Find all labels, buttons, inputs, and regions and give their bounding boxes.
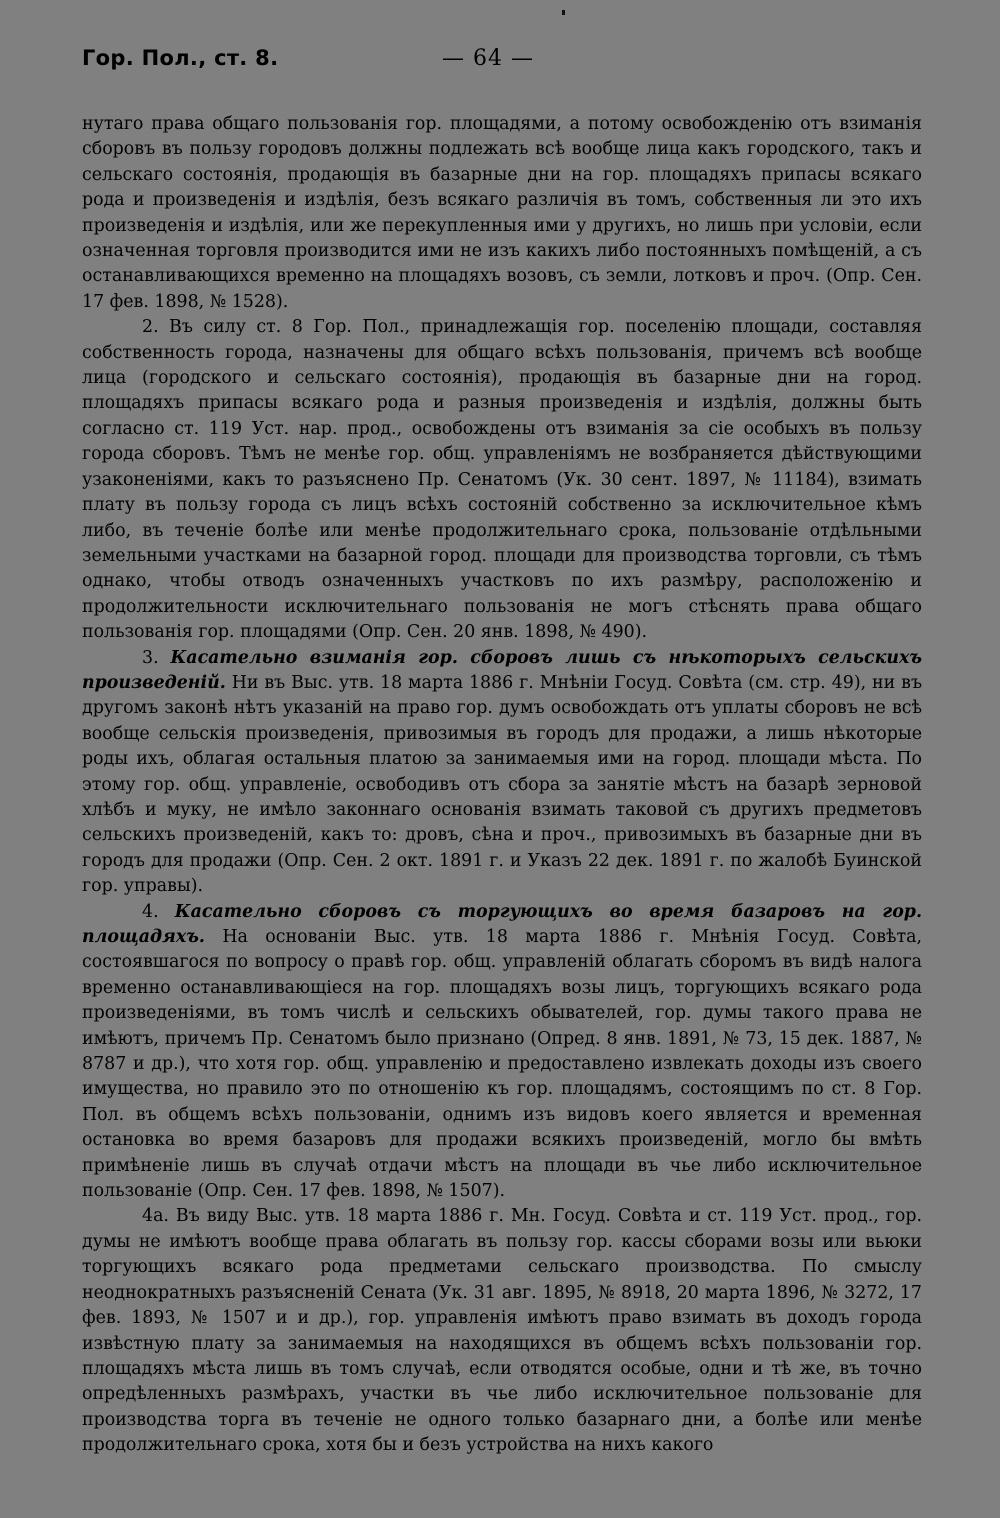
- paragraph-3-text: Ни въ Выс. утв. 18 марта 1886 г. Мнѣніи Госуд. Совѣта (см. стр. 49), ни въ другомъ законѣ нѣтъ указаній на право гор. думъ освобождать отъ уплаты сборовъ не всѣ вообще сельскія произведенія, привозимыя въ городъ для продажи, а лишь нѣкоторые роды ихъ, облагая остальныя платою за занимаемыя ими на город. площади мѣста. По этому гор. общ. управленіе, освободивъ отъ сбора за занятіе мѣстъ на базарѣ зерновой хлѣбъ и муку, не имѣло законнаго основанія взимать таковой съ другихъ предметовъ сельскихъ произведеній, какъ то: дровъ, сѣна и проч., привозимыхъ въ базарные дни въ городъ для продажи (Опр. Сен. 2 окт. 1891 г. и Указъ 22 дек. 1891 г. по жалобѣ Буинской гор. управы).: [82, 672, 923, 897]
- paragraph-4-text: На основаніи Выс. утв. 18 марта 1886 г. Мнѣнія Госуд. Совѣта, состоявшагося по вопросу о правѣ гор. общ. управленій облагать сборомъ въ видѣ налога временно останавливающіеся на гор. площадяхъ возы лицъ, торгующихъ всякаго рода произведеніями, въ томъ числѣ и сельскихъ обывателей, гор. думы такого права не имѣютъ, причемъ Пр. Сенатомъ было признано (Опред. 8 янв. 1891, № 73, 15 дек. 1887, № 8787 и др.), что хотя гор. общ. управленію и предоставлено извлекать доходы изъ своего имущества, но правило это по отношенію къ гор. площадямъ, состоящимъ по ст. 8 Гор. Пол. въ общемъ всѣхъ пользованіи, однимъ изъ видовъ коего является и временная остановка во время базаровъ для продажи всякихъ произведеній, могло бы вмѣть примѣненіе лишь въ случаѣ отдачи мѣстъ на площади въ чье либо исключительное пользованіе (Опр. Сен. 17 фев. 1898, № 1507).: [82, 927, 922, 1202]
- print-speck: [562, 10, 565, 15]
- body-text: [82, 112, 922, 1459]
- header-section-ref: Гор. Пол., ст. 8.: [82, 46, 279, 70]
- paragraph-3-number: 3.: [142, 647, 159, 668]
- paragraph-2: 2. Въ силу ст. 8 Гор. Пол., принадлежащія гор. поселенію площади, составляя собственность города, назначены для общаго всѣхъ пользованія, причемъ всѣ вообще лица (городского и сельскаго состоянія), продающія въ базарные дни на город. площадяхъ припасы всякаго рода и разныя произведенія и издѣлія, должны быть согласно ст. 119 Уст. нар. прод., освобождены отъ взиманія за сіе особыхъ въ пользу города сборовъ. Тѣмъ не менѣе гор. общ. управленіямъ не возбраняется дѣйствующими узаконеніями, какъ то разъяснено Пр. Сенатомъ (Ук. 30 сент. 1897, № 11184), взимать плату въ пользу города съ лицъ всѣхъ состояній собственно за исключительное кѣмъ либо, въ теченіе болѣе или менѣе продолжительнаго срока, пользованіе отдѣльными земельными участками на базарной город. площади для производства торговли, съ тѣмъ однако, чтобы отводъ означенныхъ участковъ по ихъ размѣру, расположенію и продолжительности исключительнаго пользованія не могъ стѣснять права общаго пользованія гор. площадями (Опр. Сен. 20 янв. 1898, № 490).: [82, 317, 922, 643]
- paragraph-3-heading: Касательно взиманія гор. сборовъ лишь съ нѣкоторыхъ сельскихъ произведеній.: [82, 647, 923, 693]
- paragraph-4: [82, 900, 922, 1205]
- running-header: [82, 40, 922, 80]
- paragraph-continuation: нутаго права общаго пользованія гор. площадями, а потому освобожденію отъ взиманія сборовъ въ пользу городовъ должны подлежать всѣ вообще лица какъ городского, такъ и сельскаго состоянія, продающія въ базарные дни на гор. площадяхъ припасы всякаго рода и произведенія и издѣлія, безъ всякаго различія въ томъ, собственныя ли это ихъ произведенія и издѣлія, или же перекупленныя ими у другихъ, но лишь при условіи, если означенная торговля производится ими не изъ какихъ либо постоянныхъ помѣщеній, а съ останавливающихся временно на площадяхъ возовъ, съ земли, лотковъ и проч. (Опр. Сен. 17 фев. 1898, № 1528).: [82, 114, 922, 312]
- document-page: [82, 40, 923, 1456]
- paragraph-4a: 4а. Въ виду Выс. утв. 18 марта 1886 г. Мн. Госуд. Совѣта и ст. 119 Уст. прод., гор. думы не имѣютъ вообще права облагать въ пользу гор. кассы сборами возы или вьюки торгующихъ всякаго рода предметами сельскаго производства. По смыслу неоднократныхъ разъясненій Сената (Ук. 31 авг. 1895, № 8918, 20 марта 1896, № 3272, 17 фев. 1893, № 1507 и и др.), гор. управленія имѣютъ право взимать въ доходъ города извѣстную плату за занимаемыя на находящихся въ общемъ всѣхъ пользованіи гор. площадяхъ мѣста лишь въ томъ случаѣ, если отводятся особые, одни и тѣ же, въ точно опредѣленныхъ размѣрахъ, участки въ чье либо исключительное пользованіе для производства торга въ теченіе не одного только базарнаго дни, а болѣе или менѣе продолжительнаго срока, хотя бы и безъ устройства на нихъ какого: [82, 1206, 922, 1456]
- paragraph-4-number: 4.: [142, 901, 159, 922]
- paragraph-3: [82, 646, 922, 900]
- paragraph-4-heading: Касательно сборовъ съ торгующихъ во время базаровъ на гор. площадяхъ.: [82, 901, 923, 947]
- page-number: — 64 —: [442, 46, 534, 71]
